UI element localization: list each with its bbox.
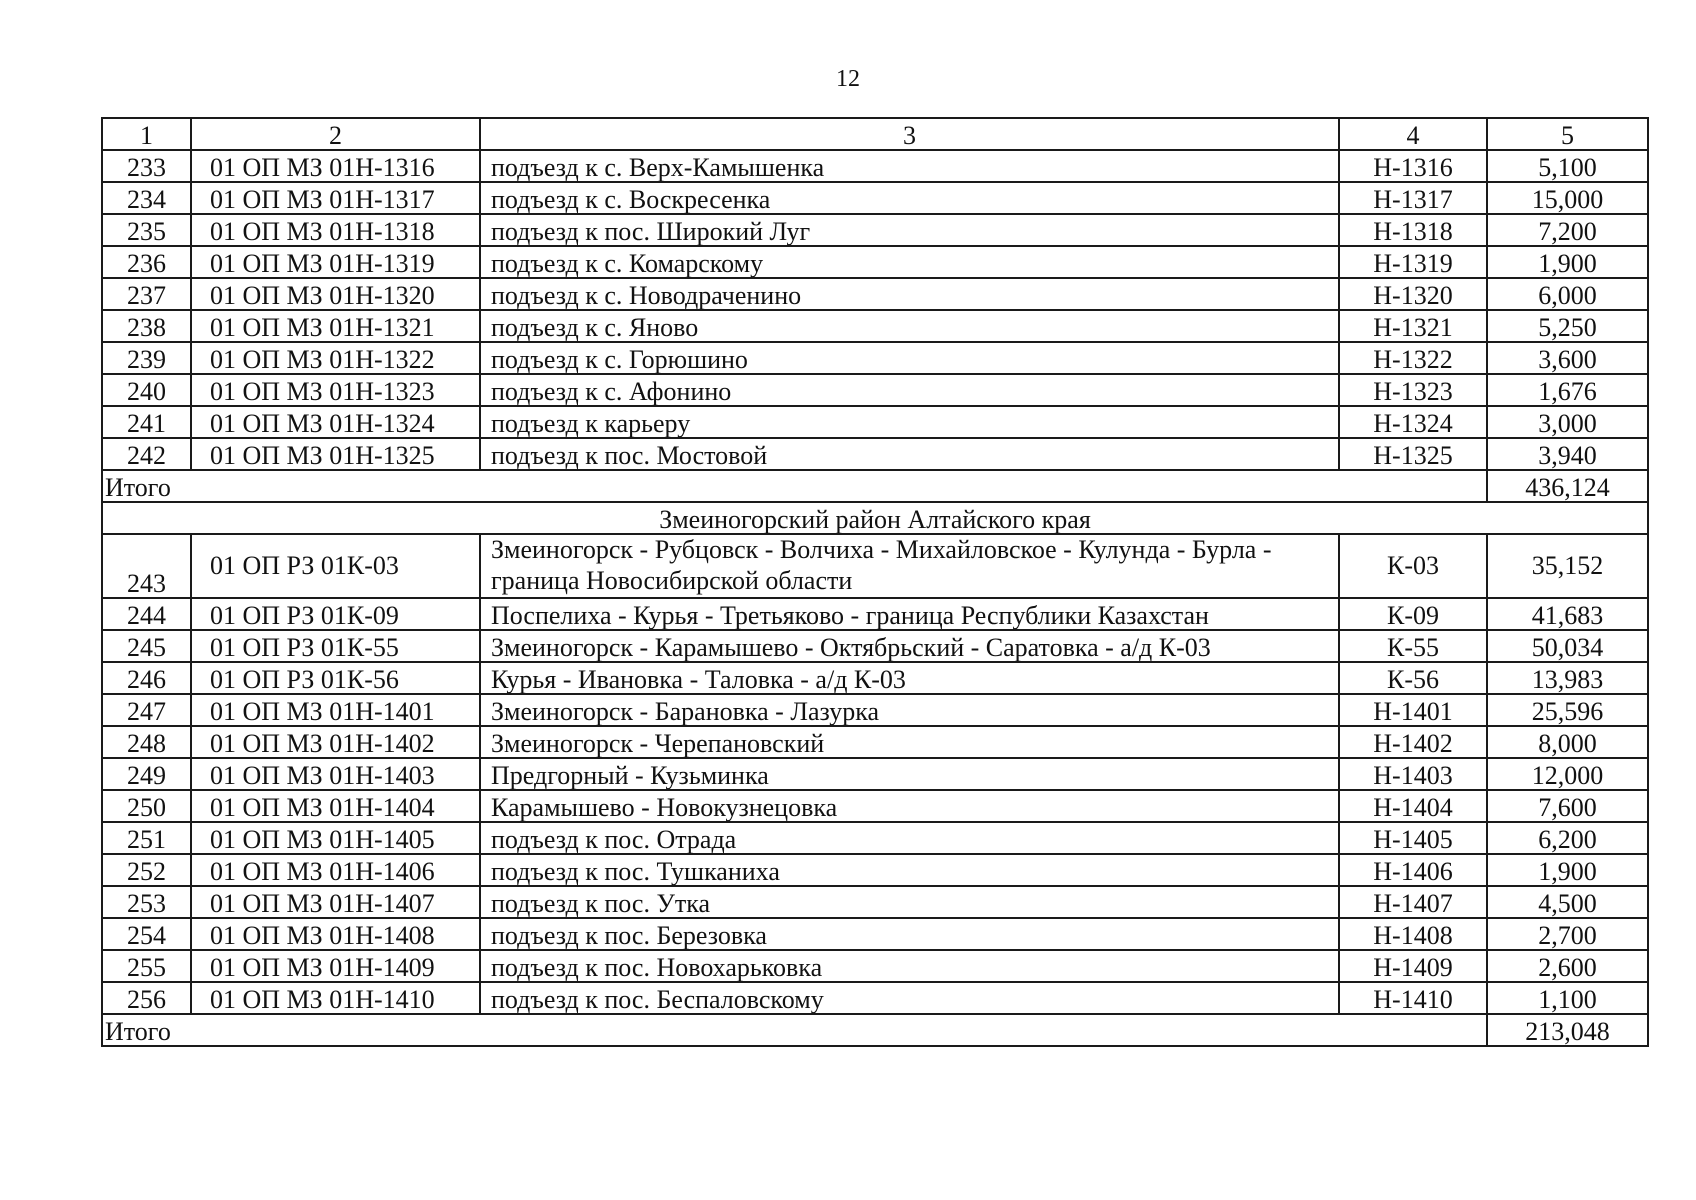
row-number: 250 (102, 790, 191, 822)
road-short-code: Н-1408 (1339, 918, 1487, 950)
road-short-code: К-03 (1339, 534, 1487, 598)
road-name: подъезд к с. Афонино (480, 374, 1339, 406)
row-number: 241 (102, 406, 191, 438)
table-row (102, 694, 1648, 726)
table-row (102, 214, 1648, 246)
table-row (102, 726, 1648, 758)
road-name: подъезд к пос. Березовка (480, 918, 1339, 950)
road-name: Змеиногорск - Карамышево - Октябрьский - Саратовка - а/д К-03 (480, 630, 1339, 662)
road-id-code: 01 ОП РЗ 01К-09 (191, 598, 480, 630)
header-row (102, 118, 1648, 150)
road-name: подъезд к пос. Тушканиха (480, 854, 1339, 886)
road-id-code: 01 ОП РЗ 01К-55 (191, 630, 480, 662)
road-name: подъезд к пос. Широкий Луг (480, 214, 1339, 246)
row-number: 233 (102, 150, 191, 182)
road-short-code: К-55 (1339, 630, 1487, 662)
row-number: 236 (102, 246, 191, 278)
road-id-code: 01 ОП МЗ 01Н-1323 (191, 374, 480, 406)
road-id-code: 01 ОП МЗ 01Н-1405 (191, 822, 480, 854)
table-row (102, 246, 1648, 278)
road-name: Поспелиха - Курья - Третьяково - граница Республики Казахстан (480, 598, 1339, 630)
row-number: 254 (102, 918, 191, 950)
road-short-code: Н-1409 (1339, 950, 1487, 982)
road-short-code: Н-1410 (1339, 982, 1487, 1014)
row-number: 234 (102, 182, 191, 214)
total-row-1 (102, 470, 1648, 502)
column-header-4: 4 (1339, 118, 1487, 150)
table-row (102, 822, 1648, 854)
road-short-code: Н-1316 (1339, 150, 1487, 182)
road-length: 3,000 (1487, 406, 1648, 438)
road-id-code: 01 ОП МЗ 01Н-1403 (191, 758, 480, 790)
road-name: подъезд к с. Воскресенка (480, 182, 1339, 214)
road-id-code: 01 ОП МЗ 01Н-1410 (191, 982, 480, 1014)
road-length: 1,900 (1487, 854, 1648, 886)
table-row (102, 278, 1648, 310)
page-number: 12 (836, 66, 860, 92)
section-title: Змеиногорский район Алтайского края (102, 502, 1648, 534)
road-length: 1,900 (1487, 246, 1648, 278)
road-short-code: Н-1404 (1339, 790, 1487, 822)
road-id-code: 01 ОП МЗ 01Н-1318 (191, 214, 480, 246)
road-name: Курья - Ивановка - Таловка - а/д К-03 (480, 662, 1339, 694)
road-length: 3,940 (1487, 438, 1648, 470)
road-short-code: Н-1325 (1339, 438, 1487, 470)
row-number: 247 (102, 694, 191, 726)
road-length: 6,200 (1487, 822, 1648, 854)
table-row (102, 630, 1648, 662)
road-short-code: Н-1320 (1339, 278, 1487, 310)
row-number: 243 (102, 534, 191, 598)
total-value: 213,048 (1487, 1014, 1648, 1046)
row-number: 238 (102, 310, 191, 342)
total-label: Итого (102, 470, 1487, 502)
road-name: подъезд к пос. Новохарьковка (480, 950, 1339, 982)
column-header-5: 5 (1487, 118, 1648, 150)
row-number: 242 (102, 438, 191, 470)
road-name: Змеиногорск - Черепановский (480, 726, 1339, 758)
road-short-code: Н-1403 (1339, 758, 1487, 790)
road-id-code: 01 ОП МЗ 01Н-1316 (191, 150, 480, 182)
row-number: 237 (102, 278, 191, 310)
road-id-code: 01 ОП МЗ 01Н-1319 (191, 246, 480, 278)
road-short-code: Н-1405 (1339, 822, 1487, 854)
table-row (102, 886, 1648, 918)
road-length: 2,600 (1487, 950, 1648, 982)
table-row (102, 310, 1648, 342)
table-row (102, 950, 1648, 982)
row-number: 245 (102, 630, 191, 662)
road-short-code: К-09 (1339, 598, 1487, 630)
table-row (102, 182, 1648, 214)
road-length: 41,683 (1487, 598, 1648, 630)
road-id-code: 01 ОП МЗ 01Н-1402 (191, 726, 480, 758)
total-row-2 (102, 1014, 1648, 1046)
road-short-code: Н-1407 (1339, 886, 1487, 918)
table-row (102, 438, 1648, 470)
table-row (102, 662, 1648, 694)
row-number: 239 (102, 342, 191, 374)
table-row (102, 374, 1648, 406)
road-length: 8,000 (1487, 726, 1648, 758)
road-name: подъезд к пос. Беспаловскому (480, 982, 1339, 1014)
road-short-code: Н-1322 (1339, 342, 1487, 374)
road-short-code: Н-1401 (1339, 694, 1487, 726)
table-body (102, 118, 1648, 1046)
road-length: 7,200 (1487, 214, 1648, 246)
roads-table (101, 117, 1649, 1047)
road-short-code: Н-1406 (1339, 854, 1487, 886)
road-name: подъезд к карьеру (480, 406, 1339, 438)
road-id-code: 01 ОП МЗ 01Н-1407 (191, 886, 480, 918)
row-number: 256 (102, 982, 191, 1014)
road-name: подъезд к с. Горюшино (480, 342, 1339, 374)
road-short-code: Н-1319 (1339, 246, 1487, 278)
road-length: 4,500 (1487, 886, 1648, 918)
table-row (102, 982, 1648, 1014)
total-value: 436,124 (1487, 470, 1648, 502)
table-row (102, 598, 1648, 630)
column-header-3: 3 (480, 118, 1339, 150)
road-short-code: К-56 (1339, 662, 1487, 694)
table-row (102, 406, 1648, 438)
road-id-code: 01 ОП МЗ 01Н-1321 (191, 310, 480, 342)
road-id-code: 01 ОП МЗ 01Н-1406 (191, 854, 480, 886)
total-label: Итого (102, 1014, 1487, 1046)
row-number: 253 (102, 886, 191, 918)
road-id-code: 01 ОП МЗ 01Н-1324 (191, 406, 480, 438)
road-id-code: 01 ОП РЗ 01К-56 (191, 662, 480, 694)
road-length: 13,983 (1487, 662, 1648, 694)
road-name: Карамышево - Новокузнецовка (480, 790, 1339, 822)
road-id-code: 01 ОП МЗ 01Н-1317 (191, 182, 480, 214)
table-row (102, 342, 1648, 374)
road-name: подъезд к с. Верх-Камышенка (480, 150, 1339, 182)
road-length: 50,034 (1487, 630, 1648, 662)
road-id-code: 01 ОП МЗ 01Н-1320 (191, 278, 480, 310)
row-number: 249 (102, 758, 191, 790)
road-name: подъезд к с. Комарскому (480, 246, 1339, 278)
road-name: подъезд к пос. Утка (480, 886, 1339, 918)
column-header-2: 2 (191, 118, 480, 150)
row-number: 244 (102, 598, 191, 630)
road-length: 12,000 (1487, 758, 1648, 790)
road-short-code: Н-1324 (1339, 406, 1487, 438)
road-length: 25,596 (1487, 694, 1648, 726)
road-length: 35,152 (1487, 534, 1648, 598)
road-length: 1,100 (1487, 982, 1648, 1014)
table-row (102, 790, 1648, 822)
table-row (102, 918, 1648, 950)
row-number: 251 (102, 822, 191, 854)
row-number: 248 (102, 726, 191, 758)
road-id-code: 01 ОП РЗ 01К-03 (191, 534, 480, 598)
road-name: подъезд к пос. Отрада (480, 822, 1339, 854)
row-number: 246 (102, 662, 191, 694)
road-short-code: Н-1318 (1339, 214, 1487, 246)
row-number: 235 (102, 214, 191, 246)
road-id-code: 01 ОП МЗ 01Н-1408 (191, 918, 480, 950)
road-id-code: 01 ОП МЗ 01Н-1401 (191, 694, 480, 726)
road-length: 7,600 (1487, 790, 1648, 822)
table-row (102, 758, 1648, 790)
column-header-1: 1 (102, 118, 191, 150)
road-length: 5,250 (1487, 310, 1648, 342)
road-short-code: Н-1323 (1339, 374, 1487, 406)
road-length: 3,600 (1487, 342, 1648, 374)
road-name: Предгорный - Кузьминка (480, 758, 1339, 790)
table-row (102, 150, 1648, 182)
road-name: подъезд к с. Яново (480, 310, 1339, 342)
road-id-code: 01 ОП МЗ 01Н-1409 (191, 950, 480, 982)
road-length: 5,100 (1487, 150, 1648, 182)
road-length: 2,700 (1487, 918, 1648, 950)
road-length: 1,676 (1487, 374, 1648, 406)
table-row (102, 534, 1648, 598)
road-short-code: Н-1321 (1339, 310, 1487, 342)
road-short-code: Н-1402 (1339, 726, 1487, 758)
road-name: Змеиногорск - Рубцовск - Волчиха - Михайловское - Кулунда - Бурла - граница Новосибирской области (480, 534, 1339, 598)
row-number: 252 (102, 854, 191, 886)
road-name: Змеиногорск - Барановка - Лазурка (480, 694, 1339, 726)
road-name: подъезд к с. Новодраченино (480, 278, 1339, 310)
road-name: подъезд к пос. Мостовой (480, 438, 1339, 470)
road-id-code: 01 ОП МЗ 01Н-1404 (191, 790, 480, 822)
section-header-row (102, 502, 1648, 534)
road-id-code: 01 ОП МЗ 01Н-1325 (191, 438, 480, 470)
row-number: 255 (102, 950, 191, 982)
road-short-code: Н-1317 (1339, 182, 1487, 214)
road-id-code: 01 ОП МЗ 01Н-1322 (191, 342, 480, 374)
road-length: 15,000 (1487, 182, 1648, 214)
road-length: 6,000 (1487, 278, 1648, 310)
table-row (102, 854, 1648, 886)
row-number: 240 (102, 374, 191, 406)
